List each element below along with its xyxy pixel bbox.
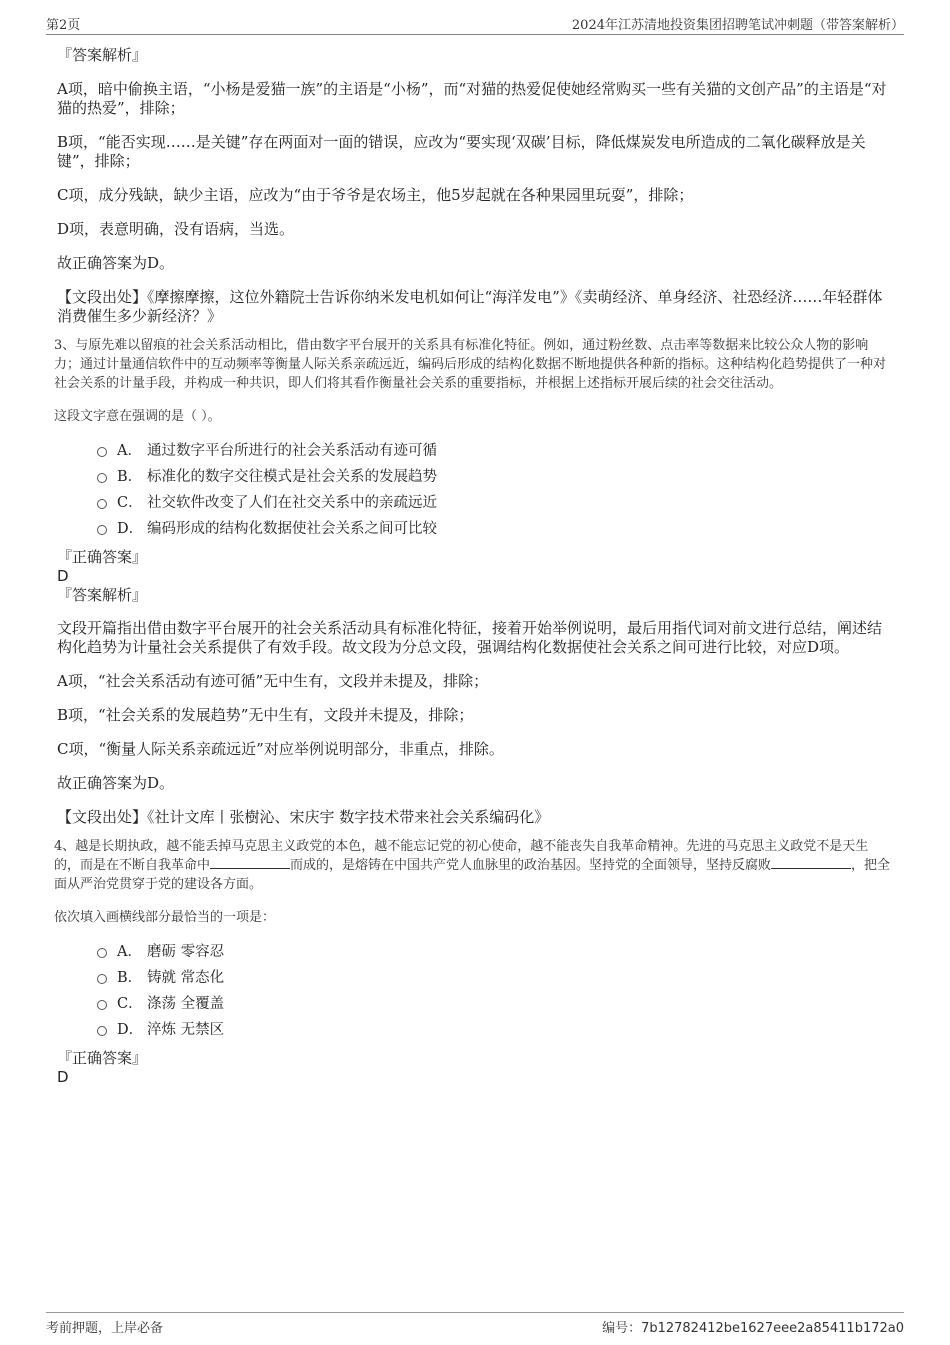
question-4-options [97,939,893,1043]
question-3-prompt: 这段文字意在强调的是（ ）。 [54,409,221,424]
source: 【文段出处】《摩擦摩擦，这位外籍院士告诉你纳米发电机如何让“海洋发电”》《卖萌经济、单身经济、社恐经济……年轻群体消费催生多少新经济？》 [57,288,883,325]
radio-icon[interactable] [97,1026,107,1036]
analysis-c: C项，成分残缺，缺少主语，应改为“由于爷爷是农场主，他5岁起就在各种果园里玩耍”，排除； [57,186,694,204]
question-4-prompt: 依次填入画横线部分最恰当的一项是： [54,910,276,925]
option-b[interactable]: B． 铸就 常态化 [97,965,893,991]
analysis-text: 文段开篇指出借由数字平台展开的社会关系活动具有标准化特征，接着开始举例说明，最后用指代词对前文进行总结，阐述结构化趋势为计量社会关系提供了有效手段。故文段为分总文段，强调结构化数据使社会关系之间可进行比较，对应D项。 [57,619,883,656]
answer-value: D [57,567,69,585]
analysis-c: C项，“衡量人际关系亲疏远近”对应举例说明部分，非重点，排除。 [57,740,504,758]
document-code: 编号：7b12782412be1627eee2a85411b172a0 [602,1321,904,1336]
page-number: 第2页 [46,18,81,33]
source: 【文段出处】《社计文库丨张樹沁、宋庆宇 数字技术带来社会关系编码化》 [57,808,550,826]
fill-blank-1 [210,856,290,869]
question-3-options [97,438,893,542]
option-a[interactable]: A． 通过数字平台所进行的社会关系活动有迹可循 [97,438,893,464]
radio-icon[interactable] [97,525,107,535]
analysis-b: B项，“社会关系的发展趋势”无中生有，文段并未提及，排除； [57,706,474,724]
radio-icon[interactable] [97,447,107,457]
radio-icon[interactable] [97,499,107,509]
radio-icon[interactable] [97,1000,107,1010]
option-a[interactable]: A． 磨砺 零容忍 [97,939,893,965]
answer-value: D [57,1068,69,1086]
analysis-b: B项，“能否实现……是关键”存在两面对一面的错误，应改为“要实现‘双碳’目标，降低煤炭发电所造成的二氧化碳释放是关键”，排除； [57,133,866,170]
analysis-title: 『答案解析』 [57,586,148,604]
question-4-text: 4、越是长期执政，越不能丢掉马克思主义政党的本色，越不能忘记党的初心使命，越不能丧失自我革命精神。先进的马克思主义政党不是天生的，而是在不断自我革命中 而成的，是熔铸在中国共产党人血脉里的政治基因。坚持党的全面领导，坚持反腐败 ，把全面从严治党贯穿于党的建设各方面。 [54,839,891,892]
conclusion: 故正确答案为D。 [57,774,175,792]
radio-icon[interactable] [97,974,107,984]
analysis-a: A项，“社会关系活动有迹可循”无中生有，文段并未提及，排除； [57,672,489,690]
radio-icon[interactable] [97,948,107,958]
option-c[interactable]: C． 涤荡 全覆盖 [97,991,893,1017]
footer-slogan: 考前押题，上岸必备 [46,1321,164,1336]
page-header [46,14,904,35]
radio-icon[interactable] [97,473,107,483]
page-content [54,46,893,1087]
option-d[interactable]: D． 淬炼 无禁区 [97,1017,893,1043]
page-footer [46,1312,904,1338]
analysis-d: D项，表意明确，没有语病，当选。 [57,220,295,238]
question-3-text: 3、与原先难以留痕的社会关系活动相比，借由数字平台展开的关系具有标准化特征。例如，通过粉丝数、点击率等数据来比较公众人物的影响力；通过计量通信软件中的互动频率等衡量人际关系亲疏远近，编码后形成的结构化数据不断地提供各种新的指标。这种结构化趋势提供了一种对社会关系的计量手段，并构成一种共识，即人们将其看作衡量社会关系的重要指标，并根据上述指标开展后续的社会交往活动。 [54,338,887,391]
option-b[interactable]: B． 标准化的数字交往模式是社会关系的发展趋势 [97,464,893,490]
conclusion: 故正确答案为D。 [57,254,175,272]
analysis-title: 『答案解析』 [57,46,148,64]
document-title: 2024年江苏清地投资集团招聘笔试冲刺题（带答案解析） [571,18,904,33]
fill-blank-2 [771,856,851,869]
answer-title: 『正确答案』 [57,548,148,566]
analysis-a: A项，暗中偷换主语，“小杨是爱猫一族”的主语是“小杨”，而“对猫的热爱促使她经常购买一些有关猫的文创产品”的主语是“对猫的热爱”，排除； [57,80,887,117]
option-c[interactable]: C． 社交软件改变了人们在社交关系中的亲疏远近 [97,490,893,516]
option-d[interactable]: D． 编码形成的结构化数据使社会关系之间可比较 [97,516,893,542]
answer-title: 『正确答案』 [57,1049,148,1067]
